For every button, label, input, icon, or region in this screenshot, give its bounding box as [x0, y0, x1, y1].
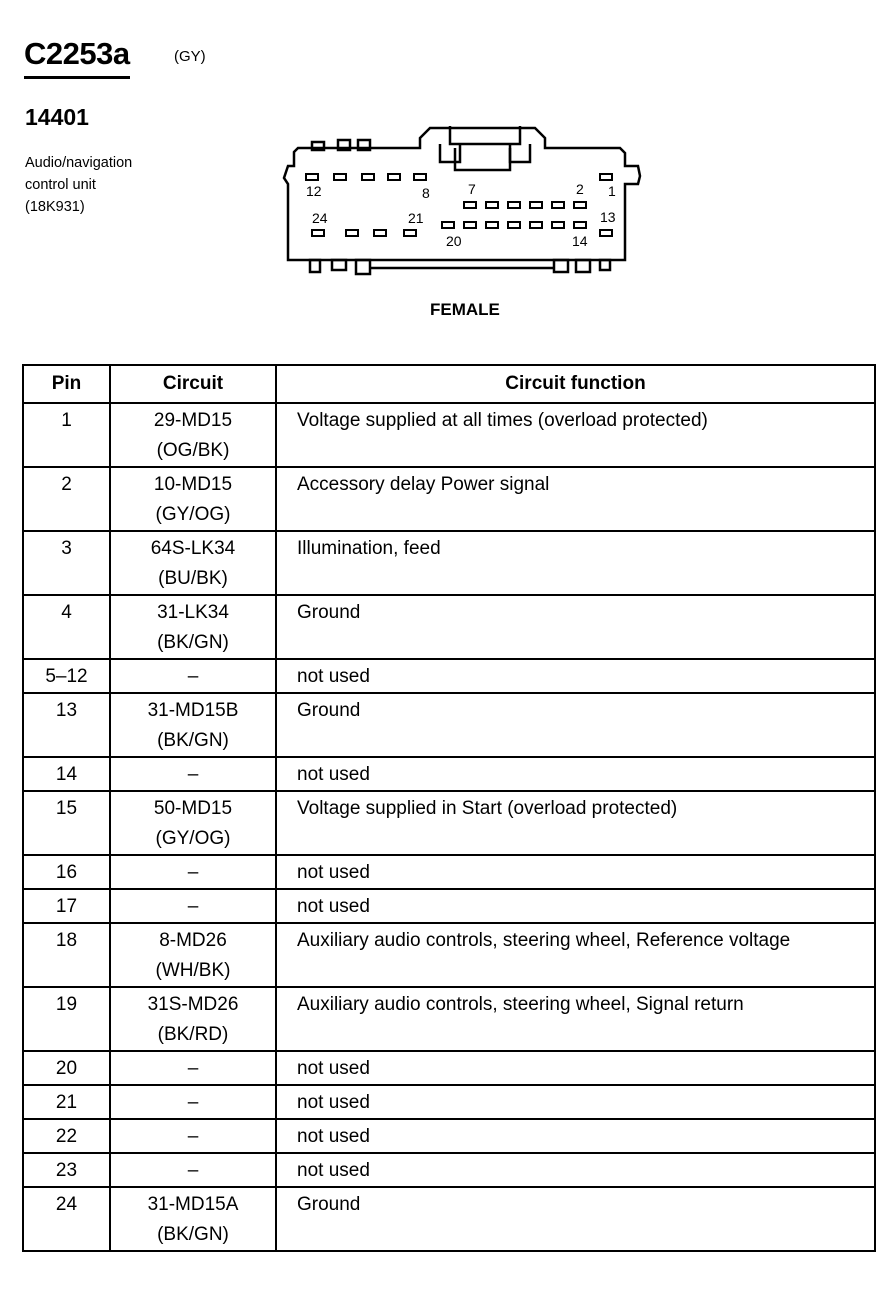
circuit-cell [110, 693, 276, 757]
pin-cavity [552, 202, 564, 208]
pin-cavity [362, 174, 374, 180]
pin-number: 17 [23, 889, 110, 923]
circuit-cell [110, 1085, 276, 1119]
wire-color: (GY/OG) [155, 828, 231, 849]
pin-cavity [334, 174, 346, 180]
pin-label-8: 8 [422, 185, 430, 201]
header-function: Circuit function [276, 365, 875, 403]
circuit-function: not used [276, 855, 875, 889]
table-row [23, 1153, 875, 1187]
pin-cavity [346, 230, 358, 236]
pin-cavity [306, 174, 318, 180]
connector-color: (GY) [174, 48, 206, 65]
circuit-id: – [187, 764, 199, 785]
circuit-id: – [187, 1092, 199, 1113]
pin-cavity [530, 222, 542, 228]
table-row [23, 1051, 875, 1085]
pin-cavity [552, 222, 564, 228]
circuit-cell [110, 595, 276, 659]
pin-cavity [464, 202, 476, 208]
description-line: (18K931) [25, 199, 85, 215]
circuit-function: not used [276, 889, 875, 923]
wire-color: (OG/BK) [156, 440, 230, 461]
circuit-cell [110, 1051, 276, 1085]
pin-cavity [574, 222, 586, 228]
circuit-cell [110, 403, 276, 467]
pin-label-24: 24 [312, 210, 328, 226]
pin-cavity [414, 174, 426, 180]
pin-label-7: 7 [468, 181, 476, 197]
pin-label-21: 21 [408, 210, 424, 226]
circuit-function: not used [276, 1051, 875, 1085]
pin-number: 18 [23, 923, 110, 987]
pin-cavity [442, 222, 454, 228]
circuit-function: not used [276, 1153, 875, 1187]
pin-number: 5–12 [23, 659, 110, 693]
wire-color: (BK/RD) [157, 1024, 229, 1045]
circuit-function: not used [276, 659, 875, 693]
circuit-function: not used [276, 757, 875, 791]
table-row [23, 889, 875, 923]
circuit-function: Ground [276, 693, 875, 757]
wire-color: (BU/BK) [158, 568, 228, 589]
connector-id: C2253a [24, 36, 130, 79]
circuit-id: – [187, 862, 199, 883]
pin-number: 14 [23, 757, 110, 791]
circuit-function: Auxiliary audio controls, steering wheel, Signal return [276, 987, 875, 1051]
circuit-cell [110, 757, 276, 791]
pin-number: 3 [23, 531, 110, 595]
pin-number: 19 [23, 987, 110, 1051]
table-row [23, 923, 875, 987]
pin-cavity [312, 230, 324, 236]
circuit-id: – [187, 1160, 199, 1181]
circuit-id: – [187, 1126, 199, 1147]
table-row [23, 531, 875, 595]
pin-cavity [600, 230, 612, 236]
connector-diagram [280, 118, 650, 278]
circuit-function: Ground [276, 595, 875, 659]
pin-cavity [530, 202, 542, 208]
circuit-cell [110, 531, 276, 595]
circuit-id: 31-MD15A [147, 1194, 239, 1215]
table-row [23, 757, 875, 791]
pin-cavity [486, 222, 498, 228]
pin-number: 13 [23, 693, 110, 757]
pin-number: 22 [23, 1119, 110, 1153]
description-line: control unit [25, 177, 96, 193]
table-row [23, 693, 875, 757]
pin-cavity [388, 174, 400, 180]
circuit-id: 8-MD26 [159, 930, 227, 951]
circuit-function: not used [276, 1119, 875, 1153]
wire-color: (BK/GN) [157, 1224, 229, 1245]
wire-color: (GY/OG) [155, 504, 231, 525]
table-row [23, 855, 875, 889]
circuit-id: 64S-LK34 [150, 538, 236, 559]
pin-cavity [374, 230, 386, 236]
wire-color: (WH/BK) [155, 960, 231, 981]
pin-cavity [508, 202, 520, 208]
pin-number: 21 [23, 1085, 110, 1119]
circuit-cell [110, 1187, 276, 1251]
circuit-id: – [187, 1058, 199, 1079]
wire-color: (BK/GN) [157, 730, 229, 751]
circuit-cell [110, 1119, 276, 1153]
pin-label-20: 20 [446, 233, 462, 249]
circuit-cell [110, 923, 276, 987]
pin-label-1: 1 [608, 183, 616, 199]
table-row [23, 1119, 875, 1153]
pin-number: 16 [23, 855, 110, 889]
circuit-function: Accessory delay Power signal [276, 467, 875, 531]
pin-label-2: 2 [576, 181, 584, 197]
pin-number: 15 [23, 791, 110, 855]
circuit-id: 31S-MD26 [147, 994, 239, 1015]
component-description [25, 152, 132, 218]
header-circuit: Circuit [110, 365, 276, 403]
pin-label-12: 12 [306, 183, 322, 199]
circuit-function: Illumination, feed [276, 531, 875, 595]
header-pin: Pin [23, 365, 110, 403]
circuit-function: Auxiliary audio controls, steering wheel, Reference voltage [276, 923, 875, 987]
circuit-cell [110, 889, 276, 923]
circuit-cell [110, 467, 276, 531]
circuit-function: not used [276, 1085, 875, 1119]
circuit-id: 31-LK34 [157, 602, 229, 623]
pin-number: 2 [23, 467, 110, 531]
pin-cavity [600, 174, 612, 180]
part-number: 14401 [25, 104, 89, 130]
circuit-cell [110, 791, 276, 855]
circuit-id: 31-MD15B [147, 700, 239, 721]
table-row [23, 987, 875, 1051]
circuit-cell [110, 987, 276, 1051]
pin-cavity [486, 202, 498, 208]
circuit-function: Voltage supplied in Start (overload protected) [276, 791, 875, 855]
pin-label-14: 14 [572, 233, 588, 249]
view-label: FEMALE [430, 300, 500, 319]
table-header-row [23, 365, 875, 403]
circuit-function: Ground [276, 1187, 875, 1251]
wire-color: (BK/GN) [157, 632, 229, 653]
circuit-id: 29-MD15 [153, 410, 233, 431]
pin-cavity [404, 230, 416, 236]
table-row [23, 659, 875, 693]
pin-cavity [508, 222, 520, 228]
circuit-cell [110, 659, 276, 693]
pin-cavity [464, 222, 476, 228]
table-row [23, 791, 875, 855]
description-line: Audio/navigation [25, 155, 133, 171]
table-row [23, 1085, 875, 1119]
pin-table [22, 364, 876, 1252]
table-row [23, 1187, 875, 1251]
pin-label-13: 13 [600, 209, 616, 225]
table-row [23, 467, 875, 531]
pin-cavity [574, 202, 586, 208]
circuit-cell [110, 1153, 276, 1187]
table-row [23, 403, 875, 467]
pin-number: 23 [23, 1153, 110, 1187]
circuit-function: Voltage supplied at all times (overload protected) [276, 403, 875, 467]
circuit-cell [110, 855, 276, 889]
pin-number: 4 [23, 595, 110, 659]
circuit-id: – [187, 896, 199, 917]
pin-number: 1 [23, 403, 110, 467]
pin-number: 24 [23, 1187, 110, 1251]
circuit-id: 50-MD15 [153, 798, 233, 819]
table-row [23, 595, 875, 659]
circuit-id: 10-MD15 [153, 474, 233, 495]
circuit-id: – [187, 666, 199, 687]
pin-number: 20 [23, 1051, 110, 1085]
